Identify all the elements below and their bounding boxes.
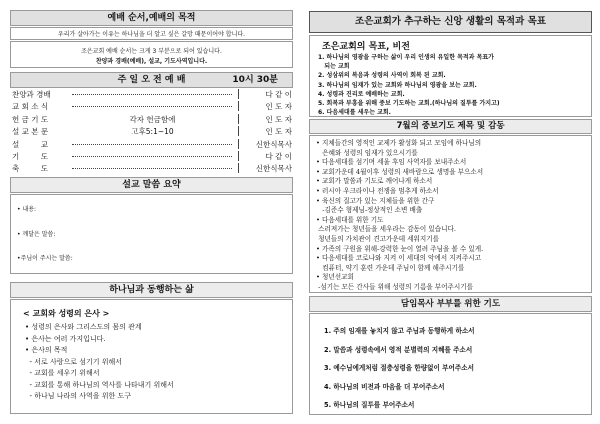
worship-title-bar [10,72,293,88]
prayer-item: • 교회가 말씀과 기도로 깨어나게 하소서 [316,177,433,186]
purpose-line-2: 찬양과 경배(예배), 설교, 기도사역입니다. [95,58,208,65]
worship-row-detail: 각자 헌금함에 [129,114,176,124]
vision-item: 5. 회복과 부흥을 위해 중보 기도하는 교회.(하나님의 질투를 가지고) [318,100,500,108]
leader-dots [72,94,232,95]
worship-row-leader: 인 도 자 [265,114,292,124]
worship-row-label: 찬양과 경배 [12,90,51,99]
prayer-item: • 교회가운데 4월이후 성령의 새바람으로 생명을 부으소서 [316,167,484,176]
sermon-note-box [10,194,293,274]
worship-row-label: 설 교 [12,139,48,149]
prayer-item: • 청년선교회 [316,273,354,282]
walk-item: • 성령의 은사와 그리스도의 몸의 관계 [25,323,142,331]
pastor-list [324,322,475,415]
walk-item: - 하나님 나라의 사역을 위한 도구 [25,392,132,400]
prayer-item: • 가족의 구원을 위해-강력한 눈이 열려 주님을 볼 수 있게. [316,244,484,253]
leader-dots [72,106,232,107]
vision-box [309,35,592,117]
order-title: 예배 순서,예배의 목적 [107,13,196,23]
walk-box [10,299,293,414]
worship-row [10,88,293,100]
row-divider [238,139,239,149]
worship-row [10,150,293,162]
row-divider [238,89,239,99]
prayer-item: 은혜와 성령의 임재가 있으시기를 [316,148,418,157]
pastor-prayer-item: 2. 말씀과 성령속에서 영적 분별력의 지혜를 주소서 [324,345,473,354]
pastor-title: 담임목사 부부를 위한 기도 [400,299,501,309]
sermon-field-content: • 내용: [17,206,37,213]
worship-order-table [10,88,293,176]
worship-row-leader: 인 도 자 [265,102,292,112]
worship-row-leader: 신한식목사 [255,139,292,149]
purpose-box [10,41,293,68]
row-divider [238,163,239,173]
order-intro: 우리가 살아가는 이유는 하나님을 더 알고 싶은 갈망 때문이어야 합니다. [57,31,246,38]
prayer-list [316,139,483,293]
pastor-title-bar [309,296,592,312]
pastor-prayer-item: 3. 예수님에게처럼 절충성령을 한량없이 부어주소서 [324,364,475,372]
worship-row-label: 교 회 소 식 [12,102,49,112]
walk-heading: < 교회와 성령의 은사 > [23,309,110,318]
vision-item: 4. 성령과 진리로 예배하는 교회. [318,90,405,98]
leader-dots [72,168,232,169]
worship-row [10,138,293,150]
walk-item: - 서로 사랑으로 섬기기 위해서 [25,357,123,366]
sermon-title: 설교 말씀 요약 [122,180,181,190]
prayer-item: 스러져가는 청년들을 세우라는 감동이 있습니다. [316,225,456,234]
worship-row-label: 헌 금 기 도 [12,114,49,124]
worship-row-leader: 다 같 이 [265,152,292,161]
row-divider [238,151,239,161]
walk-title: 하나님과 동행하는 삶 [109,285,194,295]
prayer-item: • 지체들간의 영적인 교제가 활성화 되고 모임에 하나님의 [316,139,482,147]
walk-item: - 교회를 통해 하나님의 역사를 나타내기 위해서 [25,380,174,389]
prayer-title-bar [309,119,592,134]
worship-row-label: 설 교 본 문 [12,127,49,137]
prayer-item: 청년들의 가치관이 견고가운데 세워지기를 [316,234,440,243]
worship-row-label: 기 도 [12,152,48,161]
prayer-item: • 다음세대를 섬기며 세울 후임 사역자를 보내주소서 [316,158,467,167]
prayer-title: 7월의 중보기도 제목 및 감동 [396,121,505,131]
purpose-line-1: 조은교회 예배 순서는 크게 3 부분으로 되어 있습니다. [81,48,222,55]
sermon-field-insight: • 깨달은 말씀: [17,231,56,238]
worship-title: 주 일 오 전 예 배 [117,75,186,85]
prayer-item: 컴퓨터, 약기 훈련 가운데 주님이 함께 해주시기를 [316,263,465,272]
prayer-item: • 육신의 질고가 있는 지체들을 위한 간구 [316,196,435,205]
vision-list [318,53,500,117]
purpose-goal-title: 조은교회가 추구하는 신앙 생활의 목적과 목표 [355,16,546,27]
pastor-box [309,313,592,415]
worship-row-leader: 신한식목사 [255,164,292,174]
pastor-prayer-item: 1. 주의 임재를 놓치지 않고 주님과 동행하게 하소서 [324,327,475,335]
order-title-bar [10,10,293,26]
prayer-item: -김준수 형제님-정상적인 소변 배출 [316,206,423,215]
prayer-item: -섬기는 모든 간사들 위해 성령의 기름을 부어주시기를 [316,282,474,291]
worship-row [10,125,293,137]
row-divider [238,114,239,124]
worship-row-detail: 고후5:1~10 [131,127,174,137]
worship-row [10,162,293,174]
row-divider [238,126,239,136]
vision-title: 조은교회의 목표, 비전 [322,42,410,52]
purpose-goal-bar [309,11,592,33]
sermon-field-given: •주님이 주시는 말씀: [17,255,73,262]
prayer-item: • 러시아 우크라이나 전쟁을 멈추게 하소서 [316,186,439,195]
worship-row-leader: 다 같 이 [265,90,292,99]
leader-dots [72,156,232,157]
prayer-box [309,135,592,293]
prayer-item: • 다음세대를 위한 기도 [316,215,384,224]
walk-list [25,322,174,403]
pastor-prayer-item: 5. 하나님의 질투를 부어주소서 [324,401,415,409]
worship-row [10,113,293,125]
sermon-title-bar [10,177,293,193]
worship-time: 10시 30분 [232,75,278,85]
order-intro-box [10,27,293,40]
pastor-prayer-item: 4. 하나님의 비전과 마음을 더 부어주소서 [324,382,445,391]
vision-item: 3. 하나님의 임재가 있는 교회와 하나님의 영광을 보는 교회. [318,81,477,89]
vision-item: 2. 성삼위의 복음과 성령의 사역이 회복 된 교회. [318,72,446,80]
prayer-item: • 다음세대를 코로나와 지켜 이 세대의 악에서 지켜주시고 [316,254,482,263]
row-divider [238,101,239,111]
vision-item: 6. 다음세대를 세우는 교회. [318,109,391,117]
walk-item: • 은사는 여러 가지입니다. [25,334,106,343]
vision-item: 1. 하나님의 영광을 구하는 삶이 우리 인생의 유일한 목적과 목표가 [318,54,494,61]
vision-item: 되는 교회 [318,63,350,71]
worship-row [10,100,293,112]
walk-item: - 교회를 세우기 위해서 [25,369,100,377]
walk-item: • 은사의 목적 [25,346,68,354]
walk-title-bar [10,282,293,298]
leader-dots [72,144,232,145]
worship-row-label: 축 도 [12,164,48,174]
worship-row-leader: 인 도 자 [265,127,292,137]
